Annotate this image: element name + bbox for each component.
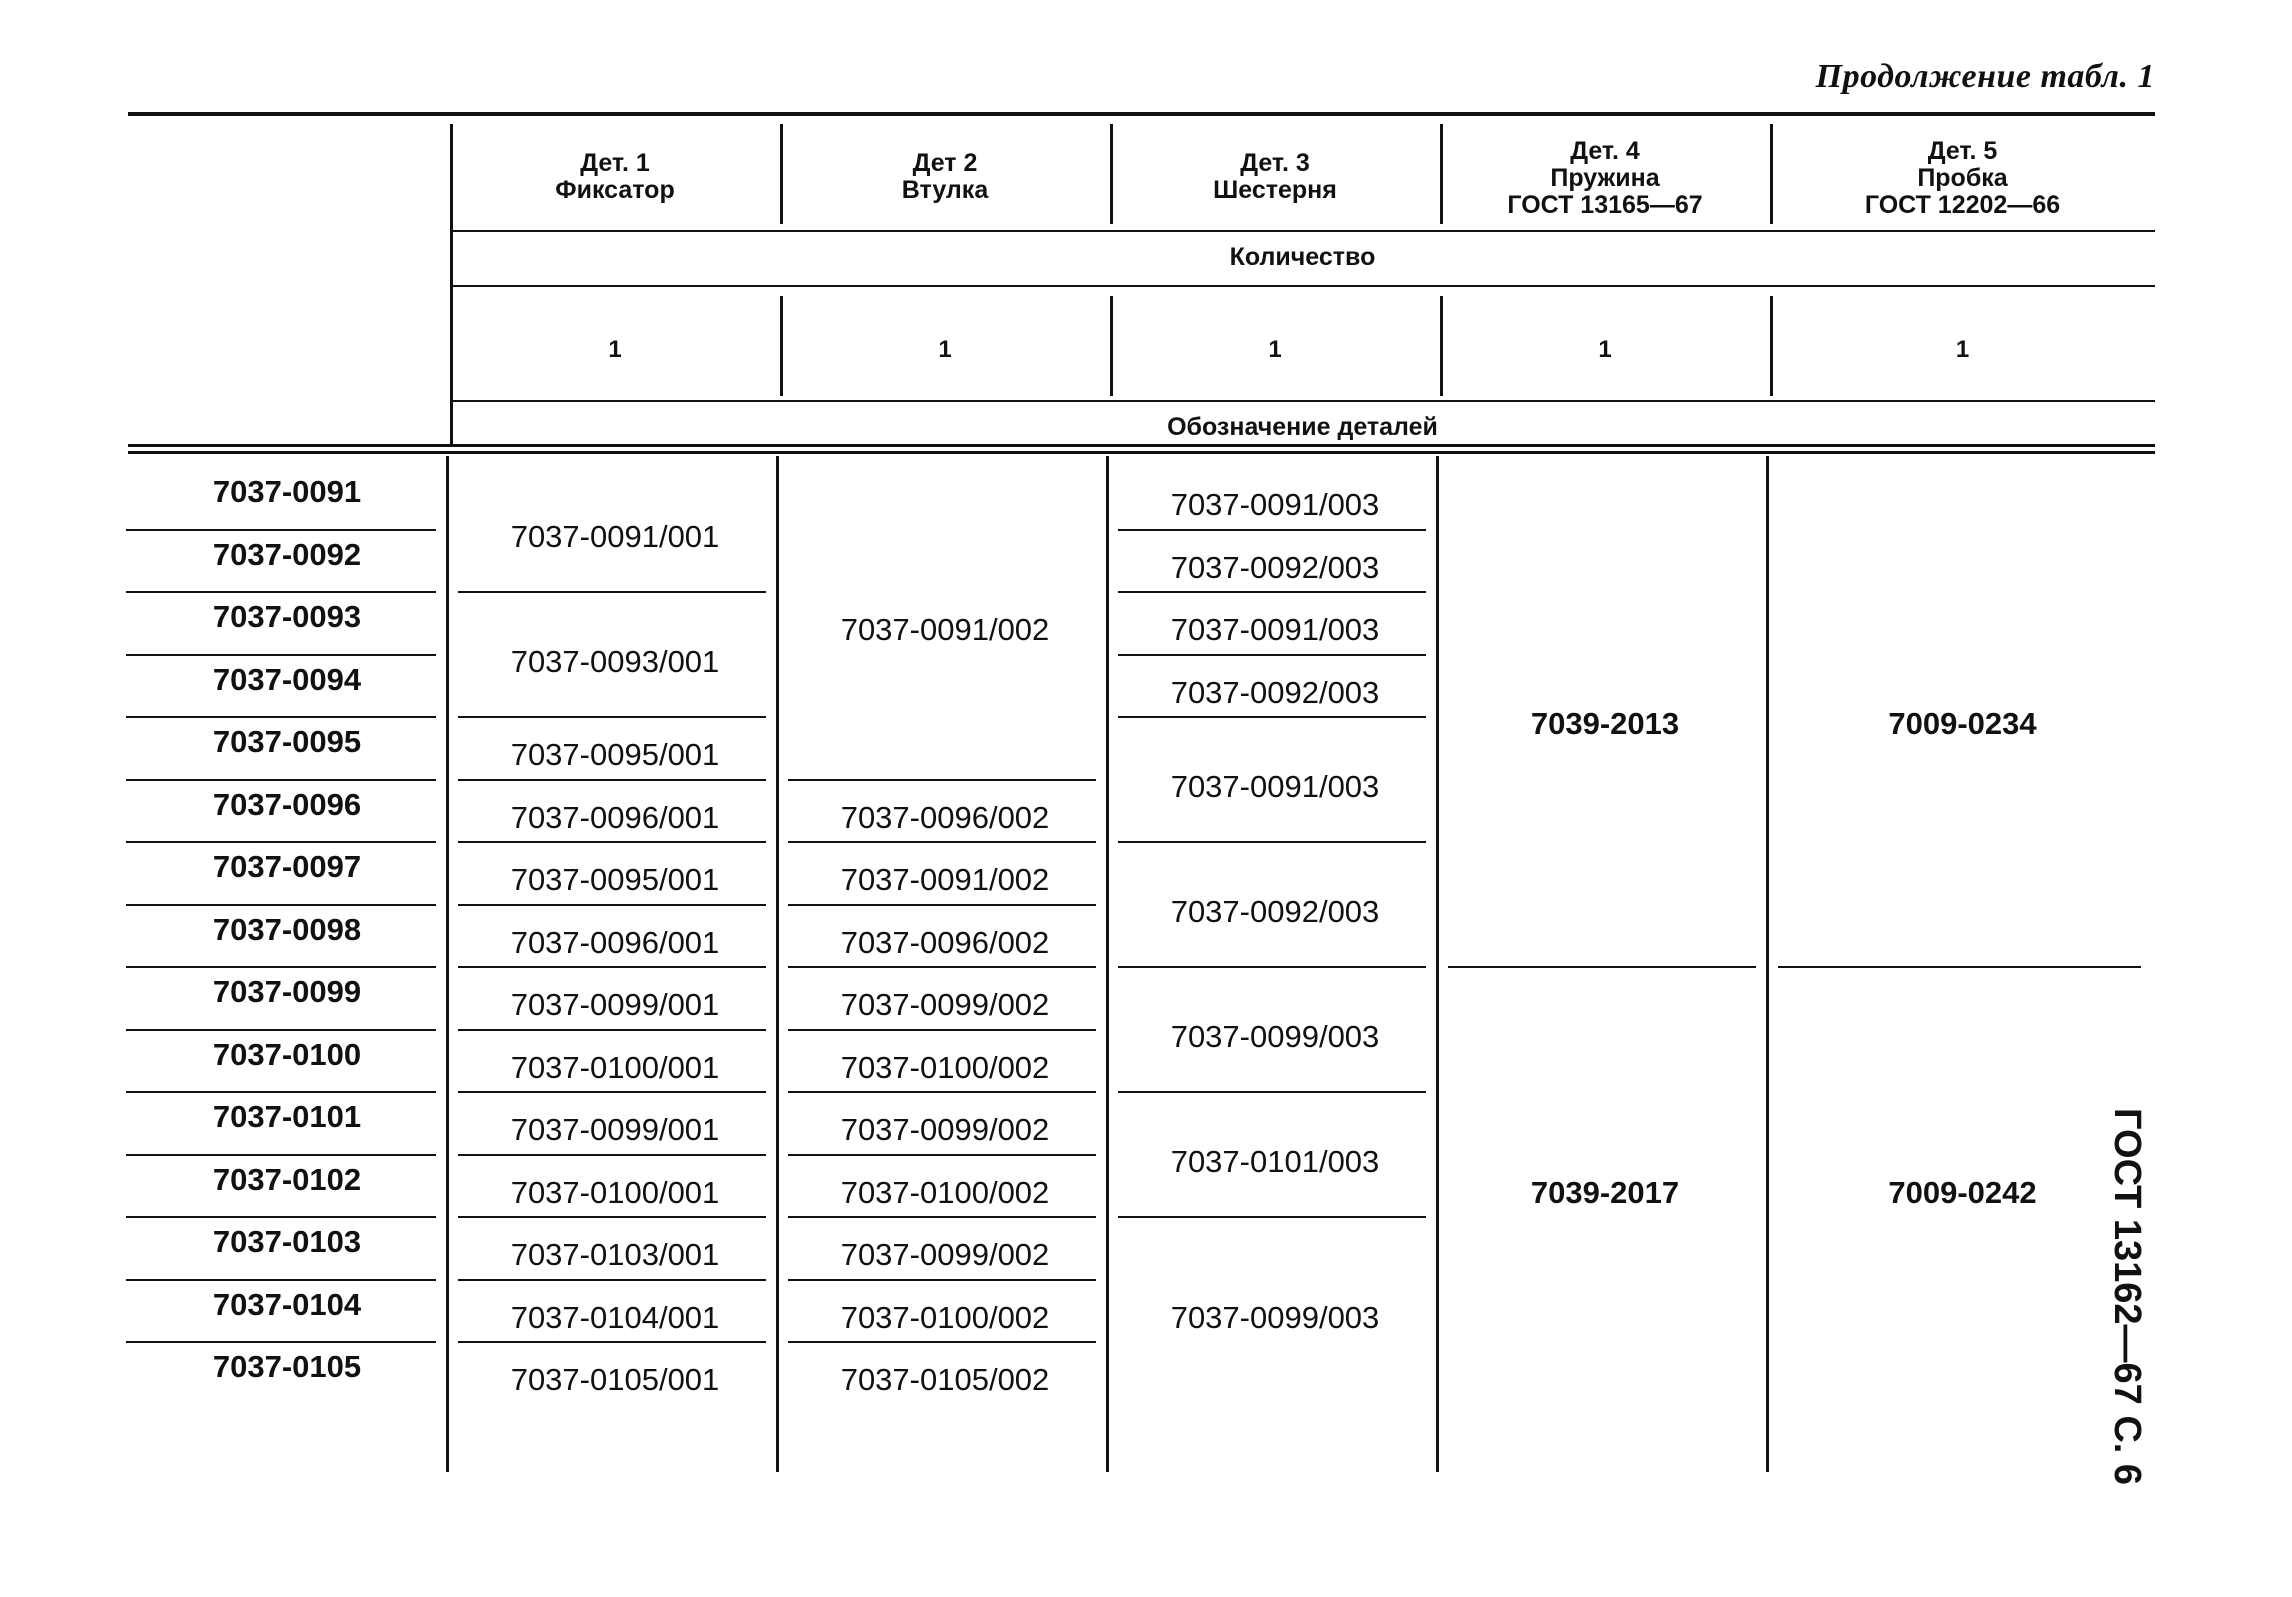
fixture-code: 7037-0091 [212,474,362,509]
column-header-name: Втулка [901,176,989,204]
det1-value: 7037-0095/001 [510,737,720,773]
fixture-code: 7037-0093 [212,599,362,634]
det2-value: 7037-0100/002 [840,1174,1050,1210]
det1-value: 7037-0093/001 [510,643,720,679]
fixture-code: 7037-0102 [212,1161,362,1197]
det2-value: 7037-0105/002 [840,1362,1050,1398]
det3-value: 7037-0092/003 [1170,674,1380,710]
det1-rule [458,904,766,906]
table-top-rule [128,112,2155,116]
det3-value: 7037-0091/003 [1170,612,1380,648]
det3-rule [1118,591,1426,593]
row-rule [126,1341,436,1343]
fixture-code: 7037-0103 [212,1224,362,1259]
det3-rule [1118,1091,1426,1093]
fixture-code: 7037-0100 [212,1036,362,1072]
quantity-header: Количество [1229,243,1376,271]
det2-value: 7037-0096/002 [840,799,1050,835]
column-header-title: Дет. 1 [580,149,650,177]
column-header-title: Дет. 4 [1570,137,1640,165]
det4-value: 7039-2017 [1530,1174,1680,1210]
det2-value: 7037-0096/002 [840,924,1050,960]
det2-value: 7037-0100/002 [840,1049,1050,1085]
quantity-value-3: 1 [1268,336,1282,363]
row-rule [126,779,436,781]
quantity-value-2: 1 [938,336,952,363]
det1-value: 7037-0095/001 [510,862,720,898]
det3-rule [1118,716,1426,718]
det2-value: 7037-0099/002 [840,987,1050,1023]
column-header-standard: ГОСТ 12202—66 [1864,191,2061,219]
row-rule [126,716,436,718]
det3-value: 7037-0099/003 [1170,1018,1380,1054]
row-rule [126,591,436,593]
det1-rule [458,1154,766,1156]
column-header-name: Фиксатор [555,176,675,204]
column-header-2 [780,150,1110,204]
det2-value: 7037-0091/002 [840,612,1050,648]
det3-rule [1118,654,1426,656]
det1-value: 7037-0104/001 [510,1299,720,1335]
fixture-code: 7037-0097 [212,849,362,884]
det1-rule [458,779,766,781]
det1-value: 7037-0096/001 [510,799,720,835]
parts-header: Обозначение деталей [1167,413,1438,441]
column-header-title: Дет 2 [912,149,978,177]
quantity-value-1: 1 [608,336,622,363]
det1-value: 7037-0100/001 [510,1174,720,1210]
column-header-1 [450,150,780,204]
quantity-value-5: 1 [1955,336,1970,363]
det2-value: 7037-0099/002 [840,1237,1050,1273]
header-rule-quantity-bottom [450,285,2155,287]
quantity-value-4: 1 [1598,336,1612,363]
fixture-code: 7037-0105 [212,1349,362,1384]
row-rule [126,1279,436,1281]
det3-value: 7037-0091/003 [1170,768,1380,804]
det5-rule [1778,966,2141,968]
header-bottom-rule [128,444,2155,447]
det2-rule [788,1341,1096,1343]
det2-rule [788,779,1096,781]
row-rule [126,1029,436,1031]
det5-value: 7009-0234 [1888,706,2037,741]
det1-rule [458,1091,766,1093]
det1-value: 7037-0091/001 [510,518,720,554]
det1-rule [458,591,766,593]
det1-rule [458,966,766,968]
det4-value: 7039-2013 [1530,706,1680,741]
det1-rule [458,1029,766,1031]
fixture-code: 7037-0098 [212,911,362,947]
column-header-title: Дет. 5 [1927,137,1998,165]
det1-value: 7037-0099/001 [510,987,720,1023]
column-header-standard: ГОСТ 13165—67 [1507,191,1703,219]
det1-rule [458,1279,766,1281]
row-rule [126,1091,436,1093]
column-header-3 [1110,150,1440,204]
det1-value: 7037-0096/001 [510,924,720,960]
table-caption: Продолжение табл. 1 [1815,58,2155,95]
standard-page-label: ГОСТ 13162—67 С. 6 [2106,1108,2148,1486]
column-header-name: Шестерня [1213,176,1337,204]
header-bottom-rule-2 [128,451,2155,454]
det3-rule [1118,1216,1426,1218]
row-rule [126,529,436,531]
column-header-title: Дет. 3 [1240,149,1310,177]
det2-value: 7037-0100/002 [840,1299,1050,1335]
det1-value: 7037-0100/001 [510,1049,720,1085]
det1-rule [458,716,766,718]
det3-rule [1118,841,1426,843]
fixture-code: 7037-0104 [212,1286,362,1322]
det1-rule [458,1216,766,1218]
det5-value: 7009-0242 [1888,1174,2037,1210]
det2-rule [788,1154,1096,1156]
det2-rule [788,1091,1096,1093]
det2-rule [788,1216,1096,1218]
fixture-code: 7037-0092 [212,536,362,572]
column-header-name: Пружина [1550,164,1660,192]
column-header-name: Пробка [1917,164,2008,192]
row-rule [126,1154,436,1156]
row-rule [126,841,436,843]
det1-value: 7037-0103/001 [510,1237,720,1273]
fixture-code: 7037-0096 [212,786,362,822]
body-divider-5 [1766,456,1769,1472]
det1-rule [458,841,766,843]
det2-rule [788,1029,1096,1031]
det3-value: 7037-0101/003 [1170,1143,1380,1179]
det3-value: 7037-0091/003 [1170,487,1380,523]
det3-value: 7037-0099/003 [1170,1299,1380,1335]
det1-value: 7037-0105/001 [510,1362,720,1398]
det2-rule [788,1279,1096,1281]
fixture-code: 7037-0095 [212,724,362,759]
row-rule [126,654,436,656]
det3-rule [1118,966,1426,968]
header-rule-parts-top [450,400,2155,402]
row-rule [126,904,436,906]
det2-rule [788,904,1096,906]
row-rule [126,966,436,968]
det4-rule [1448,966,1756,968]
det1-value: 7037-0099/001 [510,1112,720,1148]
det3-value: 7037-0092/003 [1170,549,1380,585]
det1-rule [458,1341,766,1343]
column-header-5 [1770,138,2155,219]
fixture-code: 7037-0094 [212,661,362,697]
det2-value: 7037-0099/002 [840,1112,1050,1148]
det3-rule [1118,529,1426,531]
det2-value: 7037-0091/002 [840,862,1050,898]
row-rule [126,1216,436,1218]
det2-rule [788,841,1096,843]
fixture-code: 7037-0099 [212,974,362,1009]
det2-rule [788,966,1096,968]
header-rule-quantity-top [450,230,2155,232]
fixture-code: 7037-0101 [212,1099,362,1134]
det3-value: 7037-0092/003 [1170,893,1380,929]
column-header-4 [1440,138,1770,219]
